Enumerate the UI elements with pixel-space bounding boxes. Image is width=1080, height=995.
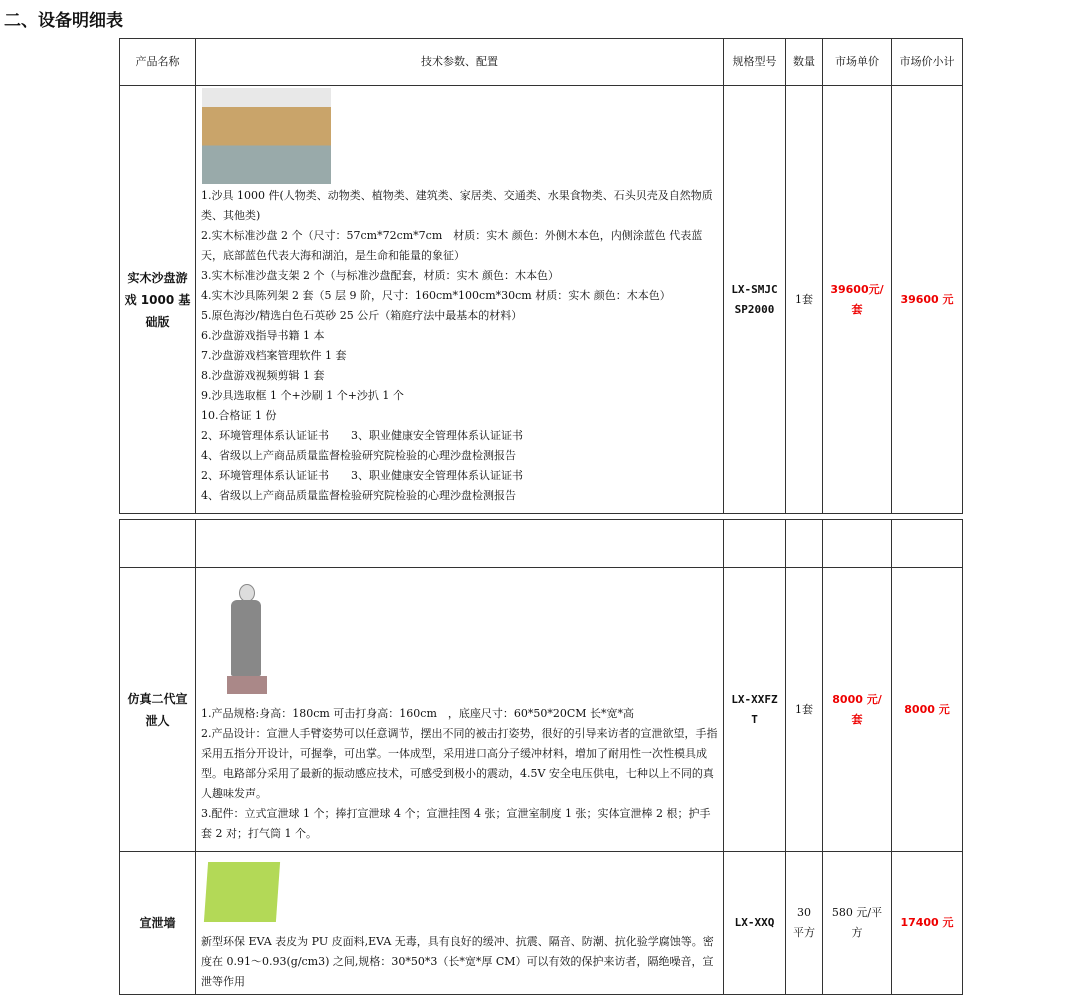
eva-wall-pad-photo: [204, 862, 280, 922]
spec-line: 2、环境管理体系认证证书 3、职业健康安全管理体系认证证书: [201, 429, 523, 442]
equipment-table-continued: [119, 519, 963, 995]
table-row: [120, 568, 963, 852]
spec-line: 6.沙盘游戏指导书籍 1 本: [201, 329, 325, 342]
product-qty: 1套: [786, 568, 823, 852]
spec-line: 4.实木沙具陈列架 2 套（5 层 9 阶，尺寸：160cm*100cm*30cm 材质：实木 颜色：木本色）: [201, 289, 671, 302]
spec-line: 2.实木标准沙盘 2 个（尺寸：57cm*72cm*7cm 材质：实木 颜色：外侧木本色，内侧涂蓝色 代表蓝天，底部蓝色代表大海和湖泊，是生命和能量的象征）: [201, 229, 703, 262]
product-subtotal: 17400 元: [892, 852, 963, 995]
spec-line: 3.实木标准沙盘支架 2 个（与标准沙盘配套，材质：实木 颜色：木本色）: [201, 269, 559, 282]
spec-line: 2.产品设计：宣泄人手臂姿势可以任意调节，摆出不同的被击打姿势，很好的引导来访者的宣泄欲望，手指采用五指分开设计，可握拳，可出掌。一体成型，采用进口高分子缓冲材料，增加了耐用性一次性模具成型。电路部分采用了最新的振动感应技术，可感受到极小的震动，4.5V 安全电压供电，七种以上不同的真人趣味发声。: [201, 727, 718, 800]
product-name: 实木沙盘游戏 1000 基础版: [120, 86, 196, 514]
table-row: [120, 852, 963, 995]
product-price: 8000 元/套: [823, 568, 892, 852]
equipment-table: [119, 38, 963, 514]
spec-line: 5.原色海沙/精选白色石英砂 25 公斤（箱庭疗法中最基本的材料）: [201, 309, 523, 322]
product-model: LX-XXFZ T: [724, 568, 786, 852]
spec-line: 10.合格证 1 份: [201, 409, 277, 422]
venting-dummy-photo: [221, 584, 271, 696]
product-name: 宣泄墙: [120, 852, 196, 995]
product-desc: [196, 86, 724, 514]
spec-line: 1.产品规格:身高：180cm 可击打身高：160cm ，底座尺寸：60*50*20CM 长*宽*高: [201, 707, 635, 720]
product-subtotal: 8000 元: [892, 568, 963, 852]
spec-line: 1.沙具 1000 件(人物类、动物类、植物类、建筑类、家居类、交通类、水果食物类、石头贝壳及自然物质类、其他类): [201, 189, 713, 222]
section-title: 二、设备明细表: [4, 11, 123, 31]
header-name: 产品名称: [120, 39, 196, 86]
header-model: 规格型号: [724, 39, 786, 86]
header-spec: 技术参数、配置: [196, 39, 724, 86]
spec-line: 4、省级以上产商品质量监督检验研究院检验的心理沙盘检测报告: [201, 489, 516, 502]
spec-line: 9.沙具选取框 1 个+沙刷 1 个+沙扒 1 个: [201, 389, 404, 402]
product-model: LX-XXQ: [724, 852, 786, 995]
table-row: [120, 86, 963, 514]
spec-line: 3.配件：立式宣泄球 1 个；捧打宣泄球 4 个；宣泄挂图 4 张；宣泄室制度 1 张；实体宣泄棒 2 根；护手套 2 对；打气筒 1 个。: [201, 807, 711, 840]
spec-line: 新型环保 EVA 表皮为 PU 皮面料,EVA 无毒，具有良好的缓冲、抗震、隔音、防潮、抗化验学腐蚀等。密度在 0.91～0.93(g/cm3) 之间,规格：30*50*3（长*宽*厚 CM）可以有效的保护来访者，隔绝噪音，宣泄等作用: [201, 935, 714, 988]
product-qty: 1套: [786, 86, 823, 514]
product-price: 580 元/平方: [823, 852, 892, 995]
product-price: 39600元/套: [823, 86, 892, 514]
empty-row: [120, 520, 963, 568]
spec-line: 4、省级以上产商品质量监督检验研究院检验的心理沙盘检测报告: [201, 449, 516, 462]
product-desc: [196, 568, 724, 852]
table-header-row: [120, 39, 963, 86]
header-subtotal: 市场价小计: [892, 39, 963, 86]
header-price: 市场单价: [823, 39, 892, 86]
product-model: LX-SMJC SP2000: [724, 86, 786, 514]
sand-tray-photo: [202, 88, 331, 184]
header-qty: 数量: [786, 39, 823, 86]
product-qty: 30 平方: [786, 852, 823, 995]
spec-line: 2、环境管理体系认证证书 3、职业健康安全管理体系认证证书: [201, 469, 523, 482]
spec-line: 7.沙盘游戏档案管理软件 1 套: [201, 349, 347, 362]
spec-line: 8.沙盘游戏视频剪辑 1 套: [201, 369, 325, 382]
product-subtotal: 39600 元: [892, 86, 963, 514]
product-desc: [196, 852, 724, 995]
product-name: 仿真二代宣泄人: [120, 568, 196, 852]
